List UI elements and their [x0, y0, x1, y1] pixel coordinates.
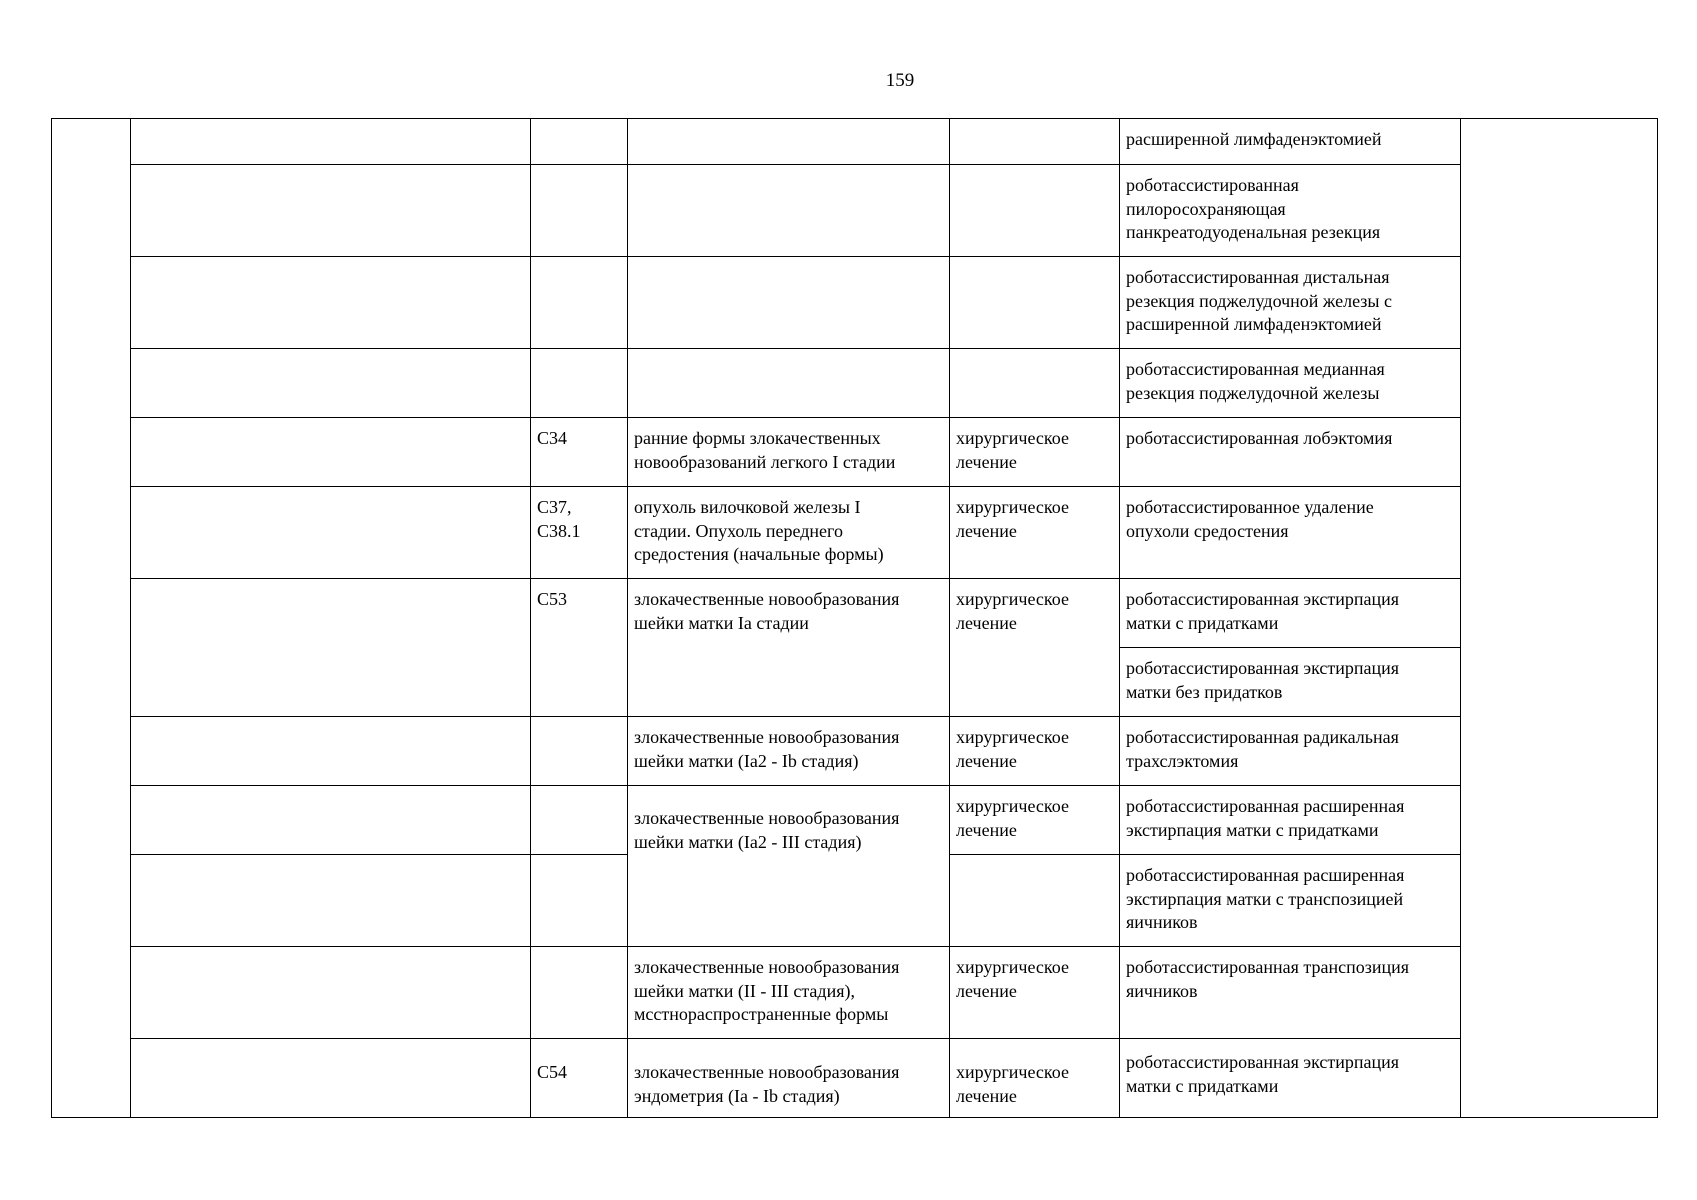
diagnosis-text: злокачественные новообразования шейки матки (Ia2 - III стадия) [634, 808, 900, 852]
method-cell [1120, 119, 1461, 165]
diagnosis-cell [628, 165, 950, 257]
diagnosis-text: злокачественные новообразования эндометрия (Ia - Ib стадия) [634, 1062, 900, 1106]
service-name-cell [131, 579, 531, 717]
table-row [52, 1039, 1658, 1118]
service-name-cell [131, 257, 531, 349]
diagnosis-text: злокачественные новообразования шейки матки (Ia2 - Ib стадия) [634, 727, 900, 771]
icd-code-cell [531, 349, 628, 418]
table-row [52, 418, 1658, 487]
method-text: роботассистированная дистальная резекция поджелудочной железы с расширенной лимфаденэктомией [1126, 267, 1392, 334]
icd-code-text: C37, C38.1 [537, 497, 581, 541]
table-row [52, 119, 1658, 165]
service-name-cell [131, 1039, 531, 1118]
service-name-cell [131, 717, 531, 786]
method-cell [1120, 349, 1461, 418]
icd-code-text: C53 [537, 589, 568, 609]
icd-code-text: C54 [537, 1062, 568, 1082]
method-text: роботассистированная пилоросохраняющая панкреатодуоденальная резекция [1126, 175, 1381, 242]
treatment-type-cell [950, 165, 1120, 257]
cost-cell [1461, 119, 1658, 1118]
table-row [52, 717, 1658, 786]
icd-code-cell [531, 947, 628, 1039]
method-text: роботассистированная радикальная трахслэктомия [1126, 727, 1399, 771]
service-name-cell [131, 487, 531, 579]
service-name-cell [131, 855, 531, 947]
service-name-cell [131, 786, 531, 855]
method-text: роботассистированное удаление опухоли средостения [1126, 497, 1374, 541]
method-cell [1120, 257, 1461, 349]
services-table [51, 118, 1658, 1118]
icd-code-text: C34 [537, 428, 568, 448]
service-name-cell [131, 165, 531, 257]
icd-code-cell [531, 165, 628, 257]
method-cell [1120, 1039, 1461, 1118]
method-cell [1120, 947, 1461, 1039]
diagnosis-cell [628, 947, 950, 1039]
icd-code-cell [531, 1039, 628, 1118]
diagnosis-text: опухоль вилочковой железы I стадии. Опухоль переднего средостения (начальные формы) [634, 497, 884, 564]
service-name-cell [131, 947, 531, 1039]
treatment-type-text: хирургическое лечение [956, 1062, 1069, 1106]
treatment-type-cell [950, 855, 1120, 947]
treatment-type-cell [950, 487, 1120, 579]
treatment-type-text: хирургическое лечение [956, 497, 1069, 541]
method-cell [1120, 165, 1461, 257]
treatment-type-text: хирургическое лечение [956, 428, 1069, 472]
method-text: роботассистированная экстирпация матки с придатками [1126, 589, 1400, 633]
index-cell [52, 119, 131, 1118]
diagnosis-cell [628, 119, 950, 165]
diagnosis-text: злокачественные новообразования шейки матки (II - III стадия), мсстнораспространенные формы [634, 957, 900, 1024]
method-text: роботассистированная медианная резекция поджелудочной железы [1126, 359, 1385, 403]
icd-code-cell [531, 418, 628, 487]
treatment-type-text: хирургическое лечение [956, 727, 1069, 771]
diagnosis-cell [628, 257, 950, 349]
table-row [52, 165, 1658, 257]
page-number: 159 [885, 70, 915, 91]
treatment-type-cell [950, 717, 1120, 786]
service-name-cell [131, 349, 531, 418]
treatment-type-cell [950, 349, 1120, 418]
icd-code-cell [531, 487, 628, 579]
treatment-type-cell [950, 579, 1120, 717]
table-row [52, 349, 1658, 418]
service-name-cell [131, 418, 531, 487]
diagnosis-cell [628, 579, 950, 717]
method-text: роботассистированная лобэктомия [1126, 428, 1393, 448]
method-text: роботассистированная расширенная экстирпация матки с придатками [1126, 796, 1405, 840]
icd-code-cell [531, 717, 628, 786]
treatment-type-text: хирургическое лечение [956, 796, 1069, 840]
table-row [52, 257, 1658, 349]
method-cell [1120, 487, 1461, 579]
method-text: роботассистированная транспозиция яичников [1126, 957, 1409, 1001]
diagnosis-cell [628, 349, 950, 418]
method-cell [1120, 648, 1461, 717]
treatment-type-cell [950, 257, 1120, 349]
treatment-type-cell [950, 947, 1120, 1039]
table-row [52, 786, 1658, 855]
diagnosis-cell [628, 786, 950, 947]
icd-code-cell [531, 119, 628, 165]
treatment-type-text: хирургическое лечение [956, 589, 1069, 633]
method-cell [1120, 855, 1461, 947]
table-row [52, 579, 1658, 648]
treatment-type-text: хирургическое лечение [956, 957, 1069, 1001]
method-cell [1120, 579, 1461, 648]
diagnosis-cell [628, 1039, 950, 1118]
icd-code-cell [531, 579, 628, 717]
icd-code-cell [531, 786, 628, 855]
table-row [52, 947, 1658, 1039]
method-cell [1120, 786, 1461, 855]
diagnosis-text: злокачественные новообразования шейки матки Ia стадии [634, 589, 900, 633]
icd-code-cell [531, 855, 628, 947]
service-name-cell [131, 119, 531, 165]
table-row [52, 487, 1658, 579]
method-text: расширенной лимфаденэктомией [1126, 129, 1382, 149]
method-cell [1120, 717, 1461, 786]
diagnosis-cell [628, 717, 950, 786]
diagnosis-cell [628, 418, 950, 487]
treatment-type-cell [950, 119, 1120, 165]
icd-code-cell [531, 257, 628, 349]
method-cell [1120, 418, 1461, 487]
method-text: роботассистированная экстирпация матки с придатками [1126, 1052, 1400, 1096]
diagnosis-text: ранние формы злокачественных новообразований легкого I стадии [634, 428, 896, 472]
treatment-type-cell [950, 786, 1120, 855]
diagnosis-cell [628, 487, 950, 579]
method-text: роботассистированная экстирпация матки без придатков [1126, 658, 1400, 702]
method-text: роботассистированная расширенная экстирпация матки с транспозицией яичников [1126, 865, 1405, 932]
treatment-type-cell [950, 1039, 1120, 1118]
treatment-type-cell [950, 418, 1120, 487]
